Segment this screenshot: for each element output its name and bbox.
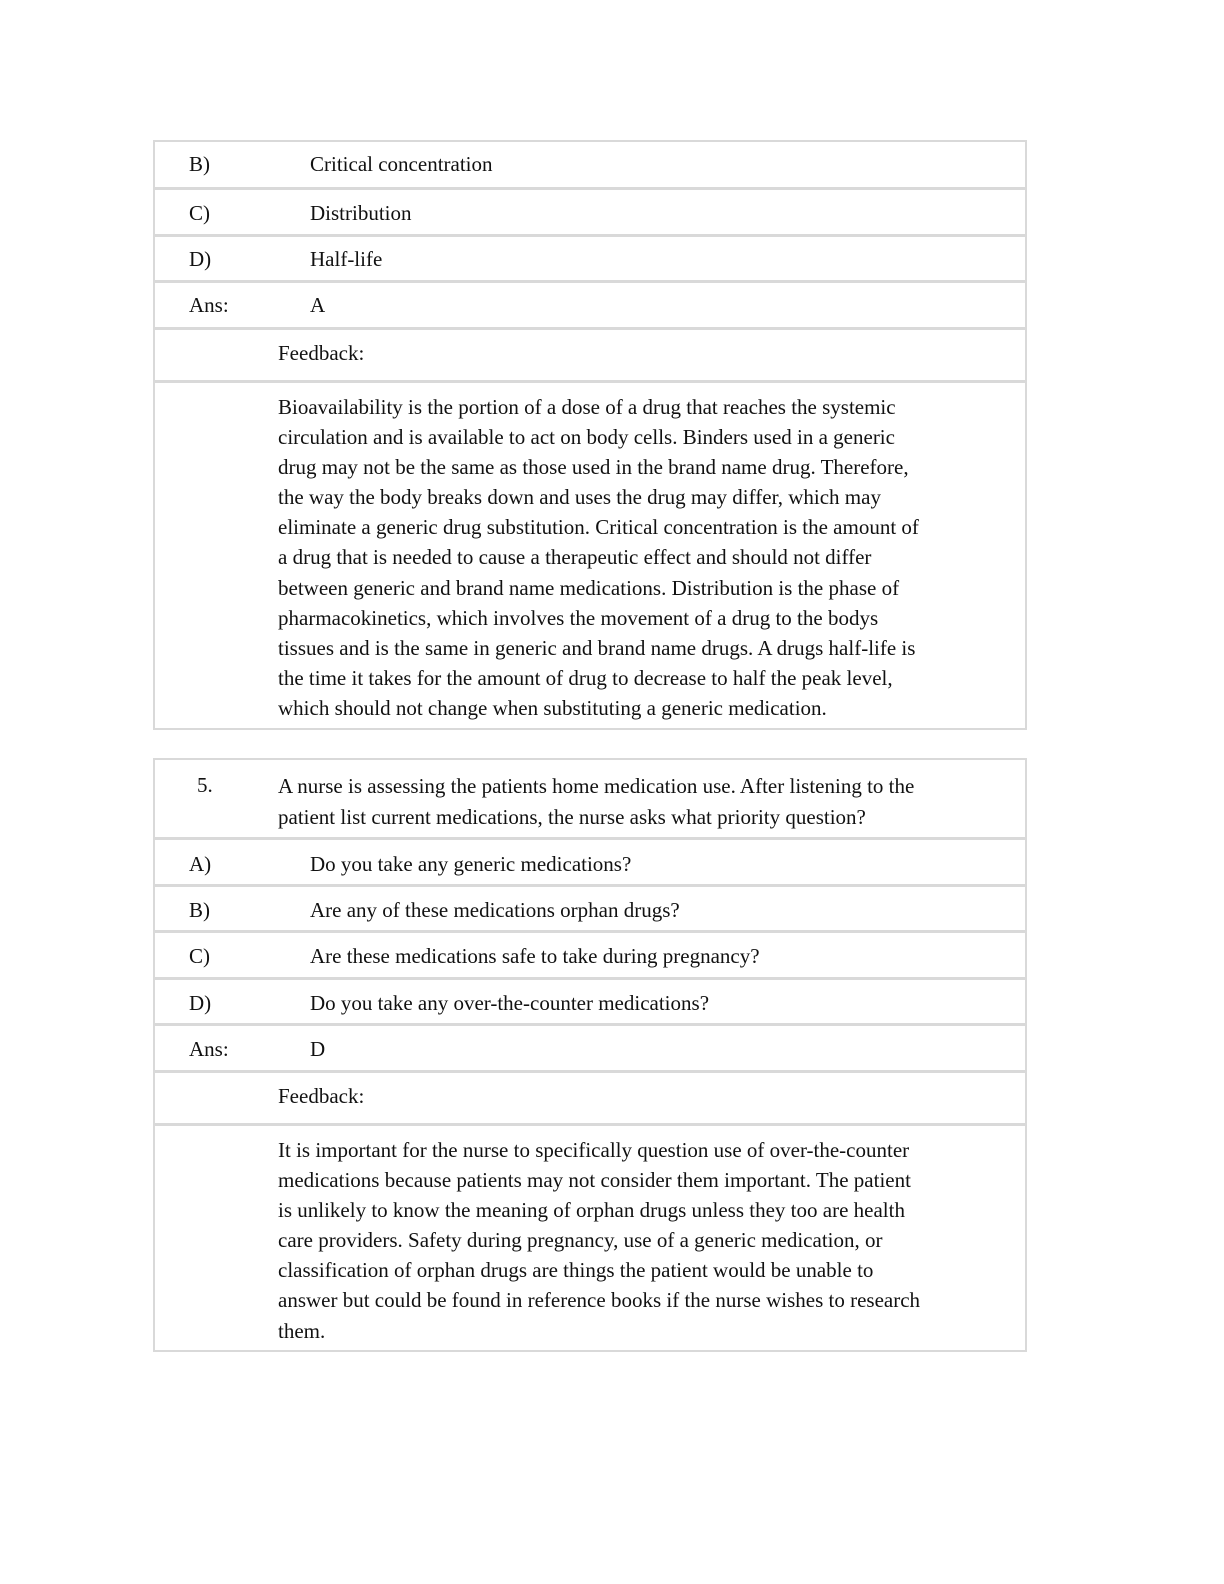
- feedback-row: [155, 1123, 1025, 1350]
- answer-value: D: [310, 1037, 326, 1061]
- option-label: C): [189, 201, 210, 225]
- feedback-line: which should not change when substituting a generic medication.: [278, 695, 827, 720]
- feedback-line: care providers. Safety during pregnancy, use of a generic medication, or: [278, 1228, 883, 1253]
- option-text: Are any of these medications orphan drugs?: [310, 898, 680, 922]
- option-text: Critical concentration: [310, 152, 493, 176]
- feedback-line: medications because patients may not consider them important. The patient: [278, 1168, 911, 1193]
- stem-line: A nurse is assessing the patients home medication use. After listening to the: [278, 774, 915, 798]
- option-row-c: [155, 930, 1025, 977]
- question-stem: [278, 771, 988, 832]
- feedback-line: It is important for the nurse to specifically question use of over-the-counter: [278, 1138, 910, 1162]
- feedback-line: between generic and brand name medications. Distribution is the phase of: [278, 575, 900, 600]
- feedback-line: Bioavailability is the portion of a dose of a drug that reaches the systemic: [278, 395, 896, 419]
- answer-value: A: [310, 293, 326, 317]
- option-label: A): [189, 852, 212, 876]
- option-label: C): [189, 944, 210, 968]
- feedback-row: [155, 380, 1025, 728]
- question-number: 5.: [197, 773, 213, 797]
- feedback-label-row: [155, 1070, 1025, 1123]
- question-4-table: [153, 140, 1027, 730]
- feedback-line: drug may not be the same as those used in the brand name drug. Therefore,: [278, 455, 909, 480]
- feedback-line: the way the body breaks down and uses the drug may differ, which may: [278, 485, 881, 510]
- option-label: B): [189, 152, 210, 176]
- question-5-table: [153, 758, 1027, 1352]
- option-label: B): [189, 898, 210, 922]
- option-row-d: [155, 234, 1025, 280]
- option-row-b: [155, 142, 1025, 187]
- answer-label: Ans:: [189, 293, 229, 317]
- answer-label: Ans:: [189, 1037, 229, 1061]
- option-row-c: [155, 187, 1025, 234]
- answer-row: [155, 1023, 1025, 1070]
- feedback-line: classification of orphan drugs are things the patient would be unable to: [278, 1258, 874, 1283]
- feedback-line: circulation and is available to act on body cells. Binders used in a generic: [278, 425, 895, 450]
- feedback-line: eliminate a generic drug substitution. Critical concentration is the amount of: [278, 515, 919, 540]
- question-stem-row: [155, 760, 1025, 837]
- stem-line: patient list current medications, the nurse asks what priority question?: [278, 804, 866, 829]
- option-label: D): [189, 247, 212, 271]
- feedback-line: is unlikely to know the meaning of orphan drugs unless they too are health: [278, 1198, 905, 1223]
- feedback-line: the time it takes for the amount of drug to decrease to half the peak level,: [278, 665, 893, 690]
- feedback-line: a drug that is needed to cause a therapeutic effect and should not differ: [278, 545, 872, 570]
- option-text: Distribution: [310, 201, 412, 225]
- option-text: Do you take any over-the-counter medications?: [310, 991, 710, 1015]
- option-text: Do you take any generic medications?: [310, 852, 632, 876]
- feedback-line: pharmacokinetics, which involves the movement of a drug to the bodys: [278, 605, 879, 630]
- option-row-a: [155, 837, 1025, 884]
- answer-row: [155, 280, 1025, 327]
- feedback-label-row: [155, 327, 1025, 380]
- feedback-label: Feedback:: [278, 1084, 365, 1108]
- feedback-line: tissues and is the same in generic and brand name drugs. A drugs half-life is: [278, 635, 916, 660]
- option-text: Half-life: [310, 247, 383, 271]
- feedback-text: [278, 1135, 988, 1346]
- feedback-text: [278, 392, 988, 723]
- feedback-line: them.: [278, 1318, 326, 1343]
- feedback-label: Feedback:: [278, 341, 365, 365]
- option-text: Are these medications safe to take during pregnancy?: [310, 944, 760, 968]
- feedback-line: answer but could be found in reference books if the nurse wishes to research: [278, 1288, 921, 1313]
- option-row-b: [155, 884, 1025, 930]
- option-row-d: [155, 977, 1025, 1023]
- option-label: D): [189, 991, 212, 1015]
